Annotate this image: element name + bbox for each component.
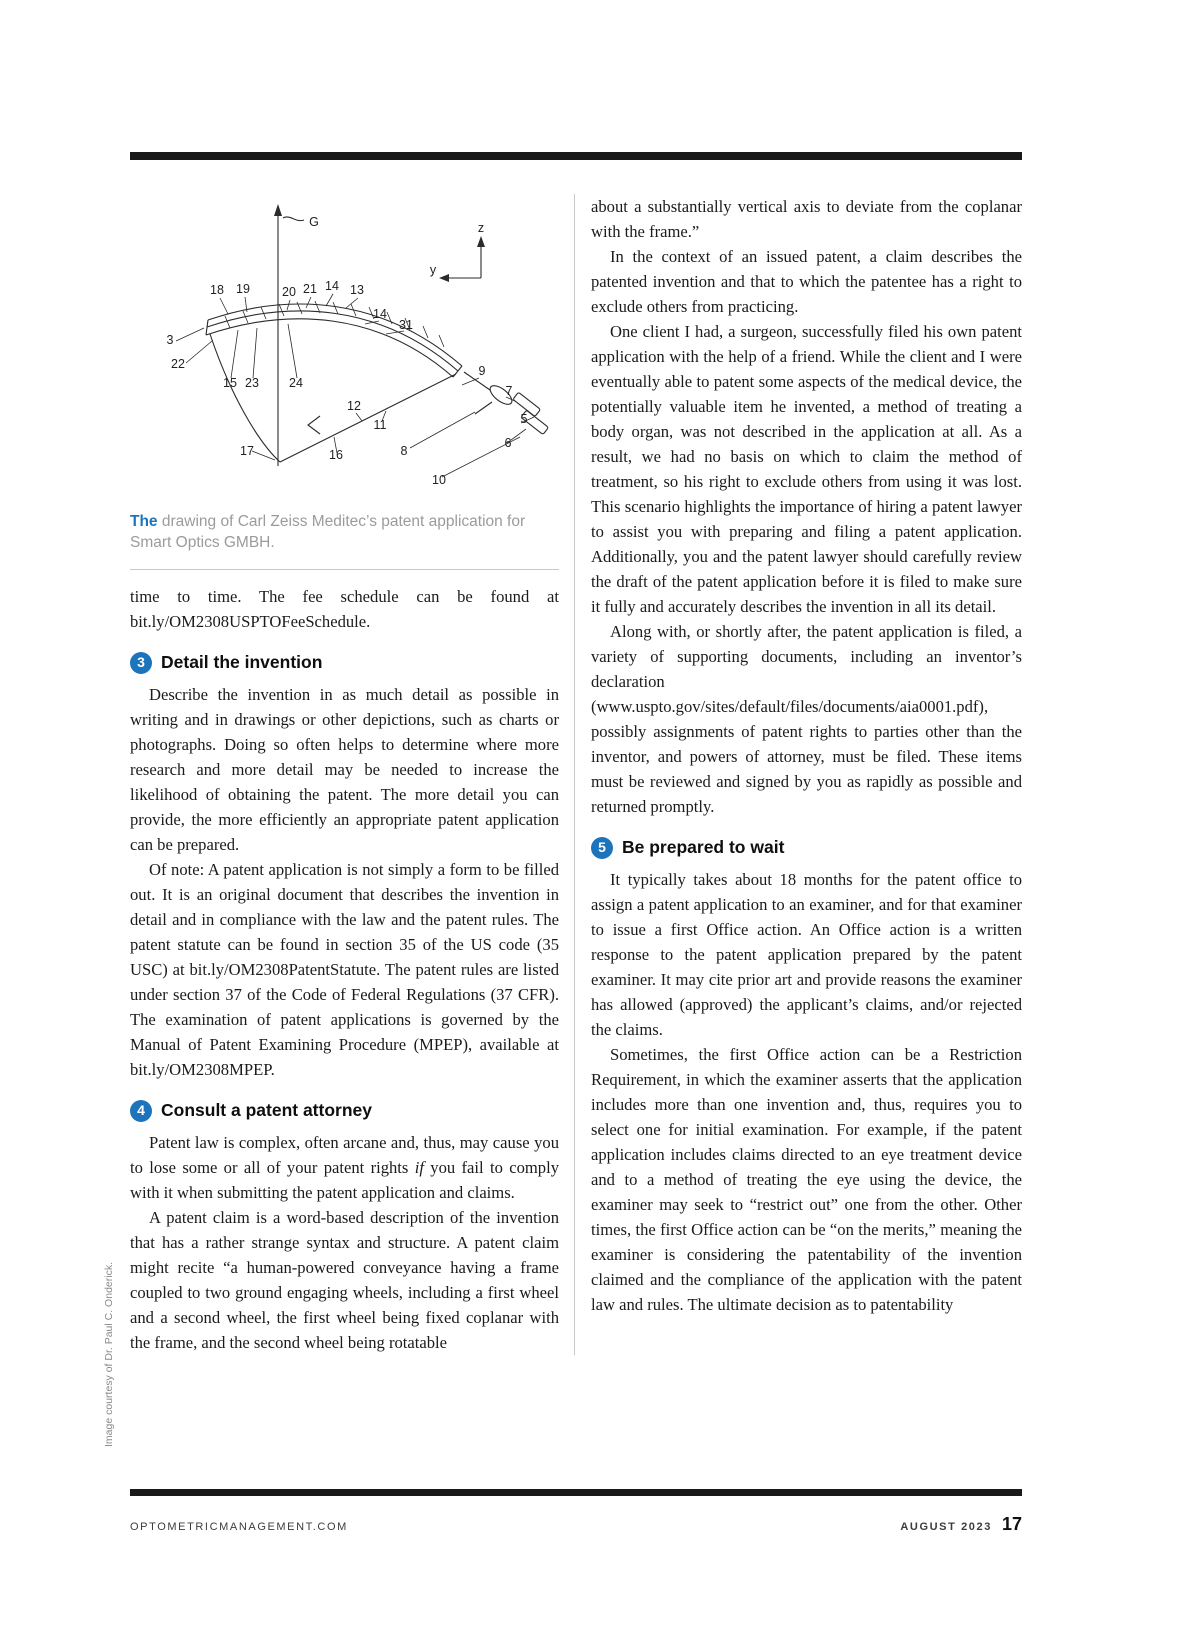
paragraph: Describe the invention in as much detail as possible in writing and in drawings or other depictions, such as charts or photographs. Doing so often helps to determine where more research and more detail may be needed to increase the likelihood of obtaining the patent. The more detail you can provide, the more efficiently an appropriate patent application can be prepared.	[130, 685, 559, 854]
page-footer	[130, 1514, 1022, 1535]
left-column	[130, 194, 575, 1355]
figure-label: 15	[223, 376, 237, 390]
figure-label: z	[477, 221, 485, 235]
paragraph: Along with, or shortly after, the patent application is filed, a variety of supporting documents, including an inventor’s declaration (www.uspto.gov/sites/default/files/documents/aia0001.pdf), possibly assignments of patent rights to parties other than the inventor, and powers of attorney, must be filed. These items must be reviewed and signed by you as rapidly as possible and returned promptly.	[591, 622, 1022, 816]
figure-label: 18	[210, 283, 224, 297]
figure-caption-text: drawing of Carl Zeiss Meditec’s patent application for Smart Optics GMBH.	[130, 513, 526, 551]
figure-label: 3	[166, 333, 174, 347]
section-heading-5	[591, 835, 1022, 860]
footer-page-number: 17	[1001, 1514, 1022, 1534]
figure-label: G	[309, 215, 319, 229]
section-heading-3	[130, 650, 559, 675]
step-number-badge: 4	[130, 1100, 152, 1122]
figure-label: 16	[329, 448, 343, 462]
paragraph: time to time. The fee schedule can be found at bit.ly/OM2308USPTOFeeSchedule.	[130, 587, 559, 631]
figure-label: 24	[289, 376, 303, 390]
paragraph: about a substantially vertical axis to deviate from the coplanar with the frame.”	[591, 197, 1022, 241]
paragraph-text-italic: if	[414, 1158, 424, 1177]
paragraph: It typically takes about 18 months for the patent office to assign a patent application to an examiner, and for that examiner to issue a first Office action. An Office action is a written response to the patent application prepared by the patent examiner. It may cite prior art and provide reasons the examiner has allowed (approved) the applicant’s claims, and/or rejected the claims.	[591, 870, 1022, 1039]
figure-label: 12	[347, 399, 361, 413]
step-number-badge: 3	[130, 652, 152, 674]
footer-website: OPTOMETRICMANAGEMENT.COM	[130, 1521, 348, 1533]
figure-caption-lead: The	[130, 513, 158, 530]
figure-label: 14	[325, 279, 339, 293]
section-title: Be prepared to wait	[622, 837, 785, 857]
figure-label: 9	[478, 364, 486, 378]
paragraph-text: you fail to comply with it when submitting the patent application and claims.	[130, 1158, 559, 1202]
paragraph: Of note: A patent application is not simply a form to be filled out. It is an original document that describes the invention in detail and in compliance with the law and the patent rules. The patent statute can be found in section 35 of the US code (35 USC) at bit.ly/OM2308PatentStatute. The patent rules are listed under section 37 of the Code of Federal Regulations (37 CFR). The examination of patent applications is governed by the Manual of Patent Examining Procedure (MPEP), available at bit.ly/OM2308MPEP.	[130, 860, 559, 1079]
patent-figure	[130, 194, 560, 501]
paragraph: Sometimes, the first Office action can be a Restriction Requirement, in which the examiner asserts that the application includes more than one invention and, thus, requires you to select one for initial examination. For example, if the patent application includes claims directed to an eye treatment device and to a method of treating the eye using the device, the examiner may seek to “restrict out” one from the other. Other times, the first Office action can be “on the merits,” meaning the examiner is considering the patentability of the invention claimed and the compliance of the application with the patent law and rules. The ultimate decision as to patentability	[591, 1045, 1022, 1314]
top-rule	[130, 152, 1022, 160]
figure-label: 7	[505, 384, 513, 398]
patent-drawing	[130, 194, 560, 499]
figure-label: 6	[504, 436, 512, 450]
figure-label: 13	[350, 283, 364, 297]
figure-label: 14	[373, 307, 387, 321]
figure-label: 10	[432, 473, 446, 487]
right-column	[575, 194, 1022, 1355]
footer-issue-block	[900, 1514, 1022, 1535]
footer-issue-date: AUGUST 2023	[900, 1521, 992, 1533]
figure-label: 5	[520, 412, 528, 426]
figure-caption	[130, 501, 559, 570]
paragraph-text: Patent law is complex, often arcane and, thus, may cause you to lose some or all of your patent rights	[130, 1133, 559, 1177]
figure-label: 19	[236, 282, 250, 296]
figure-label: 17	[240, 444, 254, 458]
image-credit: Image courtesy of Dr. Paul C. Onderick.	[103, 1262, 115, 1447]
paragraph: One client I had, a surgeon, successfully filed his own patent application with the help of a friend. While the client and I were eventually able to patent some aspects of the medical device, the potentially valuable item he invented, a method of treating a body organ, was not described in the application at all. As a result, we had no basis on which to claim the method of treatment, so his right to exclude others from using it was lost. This scenario highlights the importance of hiring a patent lawyer to assist you with preparing and filing a patent application. Additionally, you and the patent lawyer should carefully review the draft of the patent application before it is filed to make sure it fully and accurately describes the invention in all its detail.	[591, 322, 1022, 616]
figure-label: 22	[171, 357, 185, 371]
step-number-badge: 5	[591, 837, 613, 859]
section-title: Detail the invention	[161, 652, 323, 672]
figure-label: 11	[373, 418, 387, 432]
figure-label: 8	[400, 444, 408, 458]
figure-label: 21	[303, 282, 317, 296]
article-body	[130, 194, 1022, 1355]
figure-label: 20	[282, 285, 296, 299]
paragraph: In the context of an issued patent, a claim describes the patented invention and that to which the patentee has a right to exclude others from practicing.	[591, 247, 1022, 316]
paragraph	[130, 1130, 559, 1205]
section-title: Consult a patent attorney	[161, 1100, 372, 1120]
section-heading-4	[130, 1098, 559, 1123]
figure-labels	[167, 215, 528, 487]
figure-label: 23	[245, 376, 259, 390]
bottom-rule	[130, 1489, 1022, 1496]
figure-label: y	[429, 263, 437, 277]
paragraph: A patent claim is a word-based description of the invention that has a rather strange syntax and structure. A patent claim might recite “a human-powered conveyance having a frame coupled to two ground engaging wheels, including a first wheel and a second wheel, the first wheel being fixed coplanar with the frame, and the second wheel being rotatable	[130, 1208, 559, 1352]
figure-label: 31	[399, 318, 413, 332]
